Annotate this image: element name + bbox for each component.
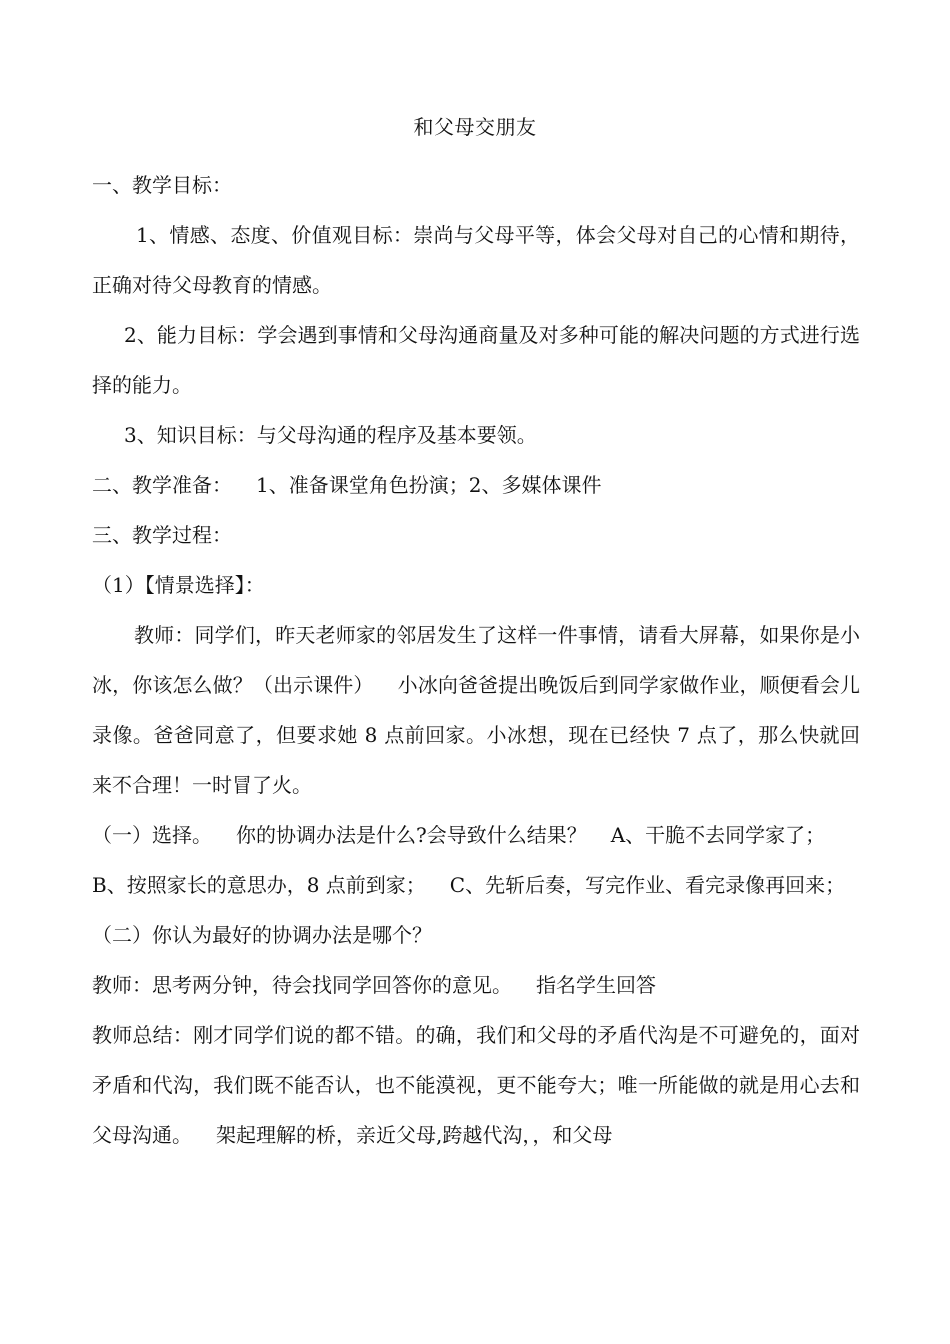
teacher-think-text: 教师：思考两分钟，待会找同学回答你的意见。	[92, 973, 512, 997]
section-heading-process: 三、教学过程：	[92, 523, 232, 547]
teacher-intro-text: 教师：同学们，昨天老师家的邻居发生了这样一件事情，请看大屏幕，如果你是小冰，你该怎么做？（出示课件）	[92, 623, 860, 697]
summary-text: 教师总结：刚才同学们说的都不错。的确，我们和父母的矛盾代沟是不可避免的，面对矛盾和代沟，我们既不能否认，也不能漠视，更不能夸大；唯一所能做的就是用心去和父母沟通。	[92, 1023, 860, 1147]
document-title: 和父母交朋友	[413, 115, 537, 139]
goal-paragraph-1: 1、情感、态度、价值观目标：崇尚与父母平等，体会父母对自己的心情和期待，正确对待父母教育的情感。	[92, 223, 860, 297]
question-2: （二）你认为最好的协调办法是哪个？	[92, 923, 432, 947]
option-c: C、先斩后奏，写完作业、看完录像再回来；	[449, 873, 846, 897]
choice-label: （一）选择。	[92, 823, 212, 847]
goal-paragraph-2: 2、能力目标：学会遇到事情和父母沟通商量及对多种可能的解决问题的方式进行选择的能力。	[92, 323, 860, 397]
teacher-think-paragraph	[92, 960, 860, 1010]
call-students-text: 指名学生回答	[536, 973, 656, 997]
scenario-paragraph	[92, 610, 860, 810]
option-a: A、干脆不去同学家了；	[610, 823, 826, 847]
section-heading-preparation: 二、教学准备：	[92, 473, 232, 497]
step-heading-scenario: （1）【情景选择】：	[92, 573, 265, 597]
summary-paragraph	[92, 1010, 860, 1160]
document-body	[92, 160, 860, 1160]
section-preparation	[92, 460, 860, 510]
scenario-text: 小冰向爸爸提出晚饭后到同学家做作业，顺便看会儿录像。爸爸同意了，但要求她 8 点前回家。小冰想，现在已经快 7 点了，那么快就回来不合理！一时冒了火。	[92, 673, 861, 797]
section-heading-objectives: 一、教学目标：	[92, 173, 232, 197]
choice-question: 你的协调办法是什么?会导致什么结果？	[236, 823, 587, 847]
goal-paragraph-3: 3、知识目标：与父母沟通的程序及基本要领。	[124, 423, 537, 447]
choice-paragraph	[92, 810, 860, 860]
preparation-item-1: 1、准备课堂角色扮演；	[256, 473, 469, 497]
options-paragraph	[92, 860, 860, 910]
summary-continuation: 架起理解的桥，亲近父母,跨越代沟，，和父母	[216, 1123, 613, 1147]
option-b: B、按照家长的意思办，8 点前到家；	[92, 873, 426, 897]
preparation-item-2: 2、多媒体课件	[468, 473, 602, 497]
